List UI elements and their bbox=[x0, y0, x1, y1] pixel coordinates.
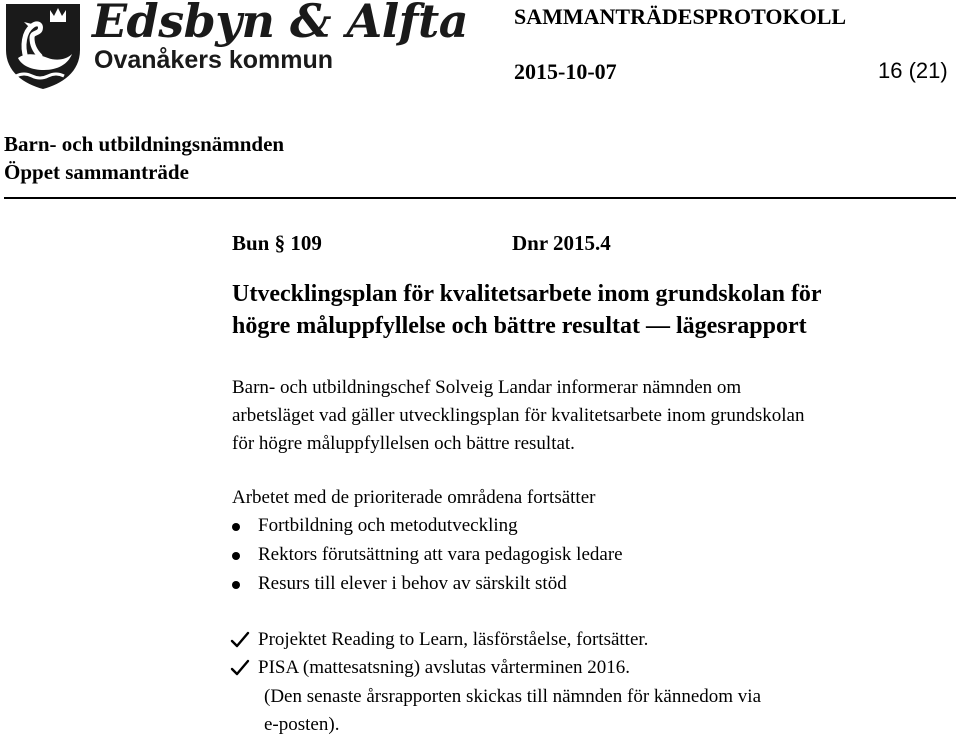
priority-item: Fortbildning och metodutveckling bbox=[258, 515, 518, 536]
page-number: 16 (21) bbox=[878, 58, 948, 83]
logo-wordmark: Edsbyn & Alfta bbox=[92, 0, 469, 48]
checkmark-icon bbox=[230, 630, 250, 650]
check-item: PISA (mattesatsning) avslutas vårterminen 2016. bbox=[258, 657, 631, 678]
diary-number: Dnr 2015.4 bbox=[512, 231, 611, 255]
session-type: Öppet sammanträde bbox=[4, 160, 189, 184]
priority-item: Resurs till elever i behov av särskilt stöd bbox=[258, 573, 567, 594]
agenda-title-line2: högre måluppfyllelse och bättre resultat — lägesrapport bbox=[232, 313, 807, 339]
bullet-dot-icon bbox=[232, 552, 240, 560]
agenda-title-line1: Utvecklingsplan för kvalitetsarbete inom grundskolan för bbox=[232, 281, 822, 307]
priority-item: Rektors förutsättning att vara pedagogisk ledare bbox=[258, 544, 623, 565]
checkmark-icon bbox=[230, 658, 250, 678]
priorities-intro: Arbetet med de prioriterade områdena fortsätter bbox=[232, 487, 596, 508]
paragraph-ref: Bun § 109 bbox=[232, 231, 322, 255]
document-type: SAMMANTRÄDESPROTOKOLL bbox=[514, 4, 847, 29]
bullet-dot-icon bbox=[232, 581, 240, 589]
committee-name: Barn- och utbildningsnämnden bbox=[4, 132, 285, 156]
body-line: arbetsläget vad gäller utvecklingsplan för kvalitetsarbete inom grundskolan bbox=[232, 405, 805, 426]
note-line: (Den senaste årsrapporten skickas till nämnden för kännedom via bbox=[264, 686, 762, 707]
header-divider bbox=[4, 197, 956, 199]
meeting-date: 2015-10-07 bbox=[514, 59, 617, 84]
logo-municipality: Ovanåkers kommun bbox=[94, 46, 333, 74]
check-item: Projektet Reading to Learn, läsförståelse, fortsätter. bbox=[258, 629, 649, 650]
body-line: Barn- och utbildningschef Solveig Landar informerar nämnden om bbox=[232, 377, 742, 398]
note-line: e-posten). bbox=[264, 714, 340, 735]
municipal-shield-logo bbox=[4, 2, 82, 90]
bullet-dot-icon bbox=[232, 523, 240, 531]
body-line: för högre måluppfyllelsen och bättre resultat. bbox=[232, 433, 575, 454]
